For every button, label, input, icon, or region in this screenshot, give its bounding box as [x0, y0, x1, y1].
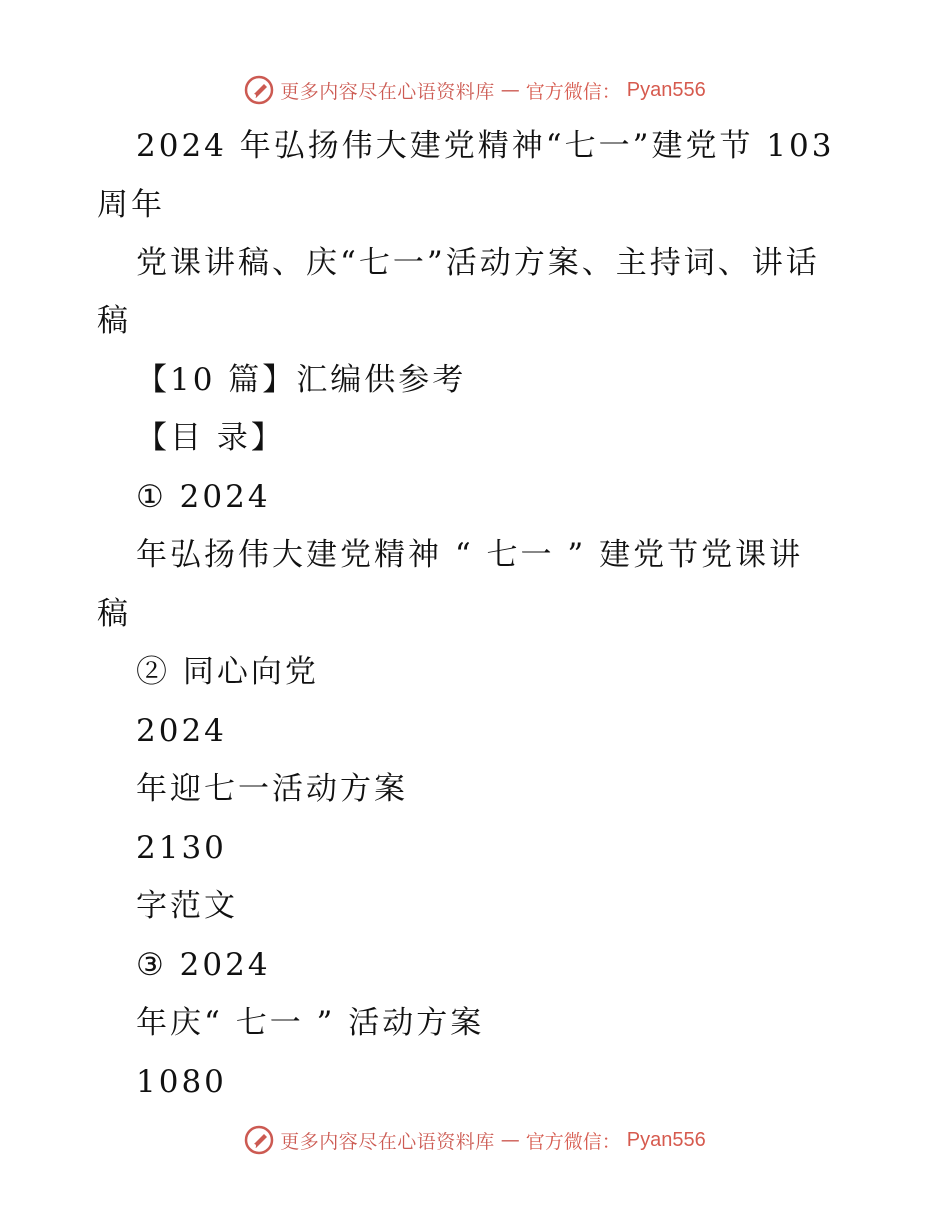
banner-wechat-label: 官方微信： [525, 80, 621, 103]
toc-line: ① 2024 [136, 479, 271, 515]
toc-line: 1080 [136, 1064, 227, 1100]
subtitle: 【10 篇】汇编供参考 [136, 362, 467, 398]
toc-line: ③ 2024 [136, 947, 271, 983]
banner-dash: — [500, 79, 520, 101]
toc-line: 2130 [136, 830, 227, 866]
footer-banner [0, 1120, 950, 1160]
toc-line: 年庆“ 七一 ” 活动方案 [136, 1005, 485, 1041]
toc-line: 年弘扬伟大建党精神 “ 七一 ” 建党节党课讲 [136, 537, 804, 573]
banner-text: 更多内容尽在心语资料库 [280, 1130, 495, 1153]
logo-seal-icon [244, 1125, 274, 1155]
title-line-4: 稿 [97, 303, 131, 339]
banner-dash: — [500, 1129, 520, 1151]
banner-wechat-id: Pyan556 [626, 78, 706, 101]
banner-wechat-label: 官方微信： [525, 1130, 621, 1153]
toc-heading: 【目 录】 [136, 420, 285, 456]
banner-wechat-id: Pyan556 [626, 1128, 706, 1151]
toc-line: ② 同心向党 [136, 654, 319, 690]
title-line-2: 周年 [97, 187, 165, 223]
toc-line: 2024 [136, 713, 227, 749]
title-line-3: 党课讲稿、庆“七一”活动方案、主持词、讲话 [136, 245, 820, 281]
header-banner [0, 70, 950, 110]
logo-seal-icon [244, 75, 274, 105]
banner-text: 更多内容尽在心语资料库 [280, 80, 495, 103]
title-line-1: 2024 年弘扬伟大建党精神“七一”建党节 103 [136, 128, 835, 164]
toc-line: 字范文 [136, 888, 238, 924]
toc-line: 稿 [97, 596, 131, 632]
toc-line: 年迎七一活动方案 [136, 771, 408, 807]
